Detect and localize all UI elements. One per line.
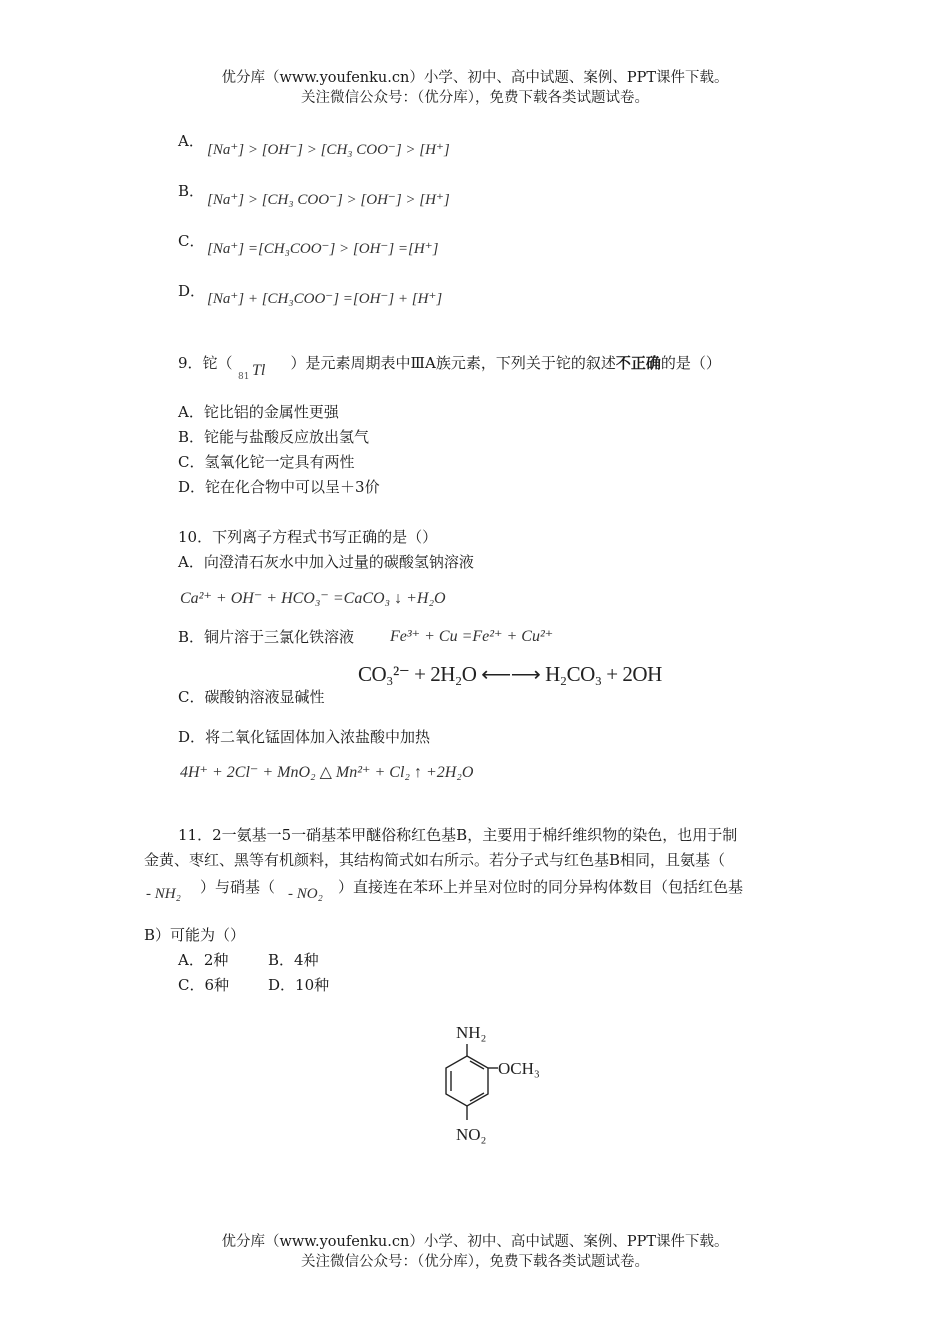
q8-option-d-label: D． bbox=[178, 282, 206, 300]
q10-option-d-text: D．将二氧化锰固体加入浓盐酸中加热 bbox=[178, 728, 431, 746]
q11-option-c: C．6种 bbox=[178, 976, 230, 994]
q10-option-c-text: C．碳酸钠溶液显碱性 bbox=[178, 688, 325, 706]
q10-option-c-formula: CO₃²⁻ + 2H₂O ⟵⟶ H₂CO₃ + 2OH bbox=[358, 662, 662, 686]
q10-option-a-formula: Ca²⁺ + OH⁻ + HCO₃⁻ =CaCO₃ ↓ +H₂O bbox=[180, 590, 446, 607]
q9-stem-c: 的是（） bbox=[660, 354, 721, 372]
footer-line-1: 优分库（www.youfenku.cn）小学、初中、高中试题、案例、PPT课件下载。 bbox=[221, 1234, 729, 1250]
footer-line-2: 关注微信公众号：（优分库），免费下载各类试题试卷。 bbox=[301, 1254, 649, 1270]
q9-element-symbol: Tl bbox=[252, 362, 266, 379]
q9-atomic-number: 81 bbox=[238, 372, 250, 382]
q9-option-d: D．铊在化合物中可以呈＋3价 bbox=[178, 478, 380, 496]
q10-option-a-text: A．向澄清石灰水中加入过量的碳酸氢钠溶液 bbox=[178, 553, 474, 571]
q11-option-a: A．2种 bbox=[178, 951, 229, 969]
q9-option-c: C．氢氧化铊一定具有两性 bbox=[178, 453, 355, 471]
benzene-ring bbox=[446, 1056, 488, 1106]
q8-option-c-formula: [Na⁺] =[CH₃COO⁻] > [OH⁻] =[H⁺] bbox=[207, 241, 439, 257]
q9-stem-bold: 不正确 bbox=[615, 354, 661, 372]
q11-line-4: B）可能为（） bbox=[144, 926, 246, 944]
benzene-structure-diagram bbox=[430, 1018, 570, 1158]
q9-stem-a: 9．铊（ bbox=[178, 354, 233, 372]
q8-option-c-label: C． bbox=[178, 232, 205, 250]
q10-option-b-formula: Fe³⁺ + Cu =Fe²⁺ + Cu²⁺ bbox=[390, 628, 554, 645]
q9-stem-b: ）是元素周期表中ⅢA族元素，下列关于铊的叙述 bbox=[290, 354, 616, 372]
q9-option-a: A．铊比铝的金属性更强 bbox=[178, 403, 339, 421]
q8-option-b-label: B． bbox=[178, 182, 205, 200]
q11-option-d: D．10种 bbox=[268, 976, 330, 994]
structure-och3-label: OCH₃ bbox=[498, 1059, 540, 1078]
header-line-2: 关注微信公众号：（优分库），免费下载各类试题试卷。 bbox=[301, 90, 649, 106]
q8-option-a-formula: [Na⁺] > [OH⁻] > [CH₃ COO⁻] > [H⁺] bbox=[207, 142, 450, 158]
structure-no2-label: NO₂ bbox=[456, 1125, 487, 1144]
q8-option-a-label: A． bbox=[178, 132, 204, 150]
q11-nh2: - NH₂ bbox=[146, 886, 181, 902]
structure-nh2-label: NH₂ bbox=[456, 1023, 487, 1042]
q10-option-b-text: B．铜片溶于三氯化铁溶液 bbox=[178, 628, 355, 646]
q9-option-b: B．铊能与盐酸反应放出氢气 bbox=[178, 428, 370, 446]
q11-line-2: 金黄、枣红、黑等有机颜料，其结构简式如右所示。若分子式与红色基B相同，且氨基（ bbox=[144, 851, 726, 869]
q10-option-d-formula: 4H⁺ + 2Cl⁻ + MnO₂ △ Mn²⁺ + Cl₂ ↑ +2H₂O bbox=[180, 764, 474, 781]
q8-option-b-formula: [Na⁺] > [CH₃ COO⁻] > [OH⁻] > [H⁺] bbox=[207, 192, 450, 208]
q11-option-b: B．4种 bbox=[268, 951, 319, 969]
q11-line-3a: ）与硝基（ bbox=[200, 878, 276, 896]
q10-stem: 10．下列离子方程式书写正确的是（） bbox=[178, 528, 438, 546]
q11-line-3b: ）直接连在苯环上并呈对位时的同分异构体数目（包括红色基 bbox=[338, 878, 744, 896]
header-line-1: 优分库（www.youfenku.cn）小学、初中、高中试题、案例、PPT课件下载。 bbox=[221, 70, 729, 86]
q8-option-d-formula: [Na⁺] + [CH₃COO⁻] =[OH⁻] + [H⁺] bbox=[207, 291, 443, 307]
q11-line-1: 11．2一氨基一5一硝基苯甲醚俗称红色基B，主要用于棉纤维织物的染色，也用于制 bbox=[178, 826, 738, 844]
q11-no2: - NO₂ bbox=[288, 886, 323, 902]
